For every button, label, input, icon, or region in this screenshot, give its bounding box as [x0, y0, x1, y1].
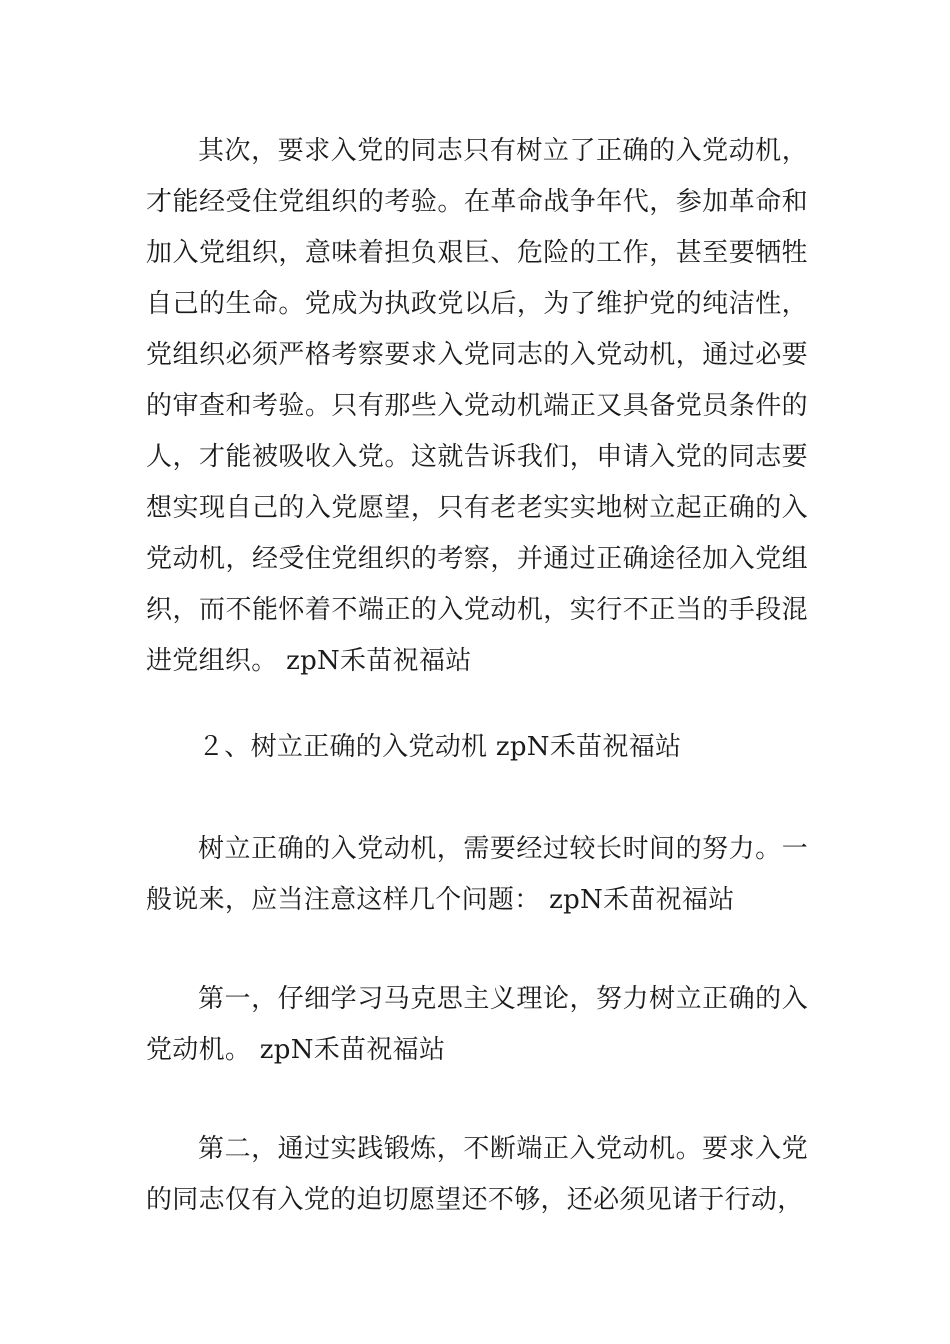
paragraph-point-one: 第一，仔细学习马克思主义理论，努力树立正确的入党动机。 zpN禾苗祝福站 — [146, 984, 808, 1065]
section-heading: ２、树立正确的入党动机 zpN禾苗祝福站 — [198, 732, 682, 762]
paragraph-intro-issues: 树立正确的入党动机，需要经过较长时间的努力。一般说来，应当注意这样几个问题： zpN禾苗祝福站 — [146, 834, 808, 915]
paragraph-entry-motivation-test: 其次，要求入党的同志只有树立了正确的入党动机，才能经受住党组织的考验。在革命战争年代，参加革命和加入党组织，意味着担负艰巨、危险的工作，甚至要牺牲自己的生命。党成为执政党以后，为了维护党的纯洁性，党组织必须严格考察要求入党同志的入党动机，通过必要的审查和考验。只有那些入党动机端正又具备党员条件的人，才能被吸收入党。这就告诉我们，申请入党的同志要想实现自己的入党愿望，只有老老实实地树立起正确的入党动机，经受住党组织的考察，并通过正确途径加入党组织，而不能怀着不端正的入党动机，实行不正当的手段混进党组织。 zpN禾苗祝福站 — [146, 136, 808, 676]
paragraph-point-two: 第二，通过实践锻炼，不断端正入党动机。要求入党的同志仅有入党的迫切愿望还不够，还必须见诸于行动， — [146, 1134, 808, 1215]
